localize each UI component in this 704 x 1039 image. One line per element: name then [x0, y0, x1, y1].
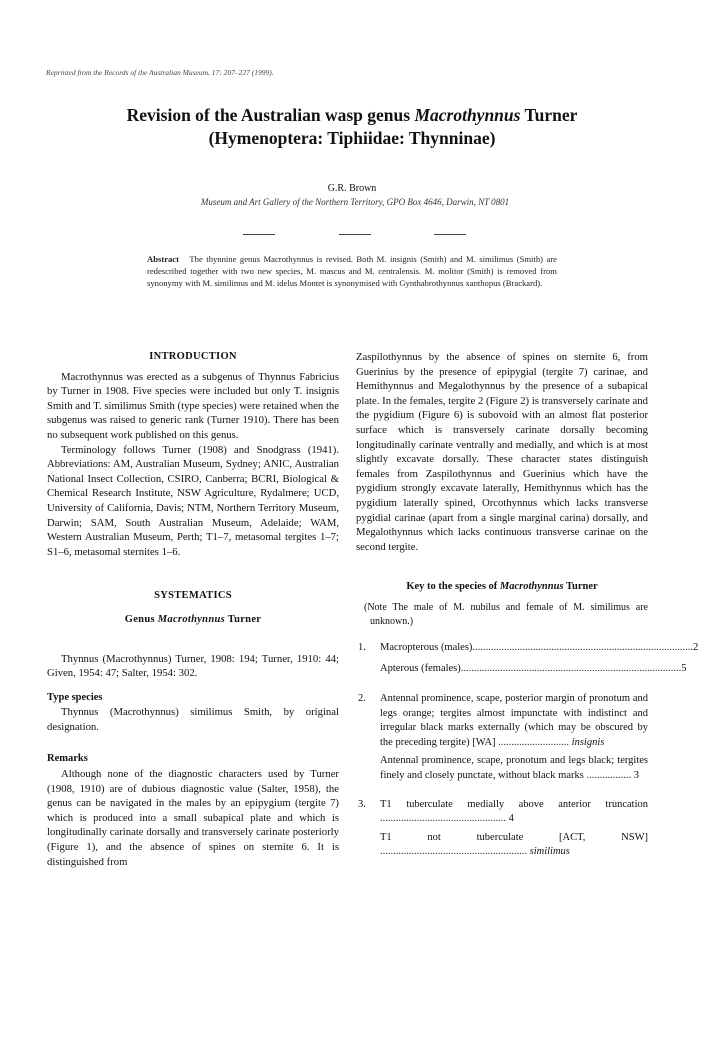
genus-heading-post: Turner	[225, 613, 262, 625]
author: G.R. Brown	[327, 183, 377, 194]
key-title-pre: Key to the species of	[406, 581, 500, 593]
key-destination: 4	[508, 813, 514, 825]
key-text: Macropterous (males)	[380, 641, 473, 653]
running-header: Reprinted from the Records of the Australian Museum, 17: 207–227 (1999).	[46, 68, 274, 77]
type-species-heading: Type species	[47, 691, 103, 703]
title-line2: (Hymenoptera: Tiphiidae: Thynninae)	[208, 128, 496, 148]
affiliation: Museum and Art Gallery of the Northern Territory, GPO Box 4646, Darwin, NT 0801	[200, 197, 510, 207]
separator-rule-right	[434, 234, 466, 235]
key-destination: insignis	[571, 736, 605, 748]
abstract	[147, 253, 557, 289]
key-title-genus: Macrothynnus	[499, 581, 564, 593]
genus-heading	[47, 613, 339, 628]
paper-title	[70, 104, 634, 150]
key-text: T1 tuberculate medially above anterior truncation	[380, 798, 648, 810]
continued-text: Zaspilothynnus by the absence of spines on sternite 6, from Guerinius by the presence of epipygial (tergite 7) carinae, and Hemithynnus and Megalothynnus by the presence of a subapical plate. In the females, tergite 2 (Figure 2) is transversely carinate and the pygidium (Figure 6) is subovoid with an almost flat posterior surface which is transversely carinate dorsally becoming longitudinally carinate ventrally and medially, and which is at most slightly excavate dorsally. These character states distinguish females from Zaspilothynnus and Guerinius which have the pygidium strongly excavate laterally, Hemithynnus which has the pygidium laterally spined, Orcothynnus which lacks transverse pygidial carinae (apart from a single marginal carina) dorsally, and Megalothynnus which lacks continuous transverse carinae on the second tergite.	[356, 351, 648, 553]
left-column	[47, 350, 339, 869]
systematics-heading: SYSTEMATICS	[154, 590, 232, 602]
key-couplet-1a: 1. Macropterous (males) .................................................................................... 2	[356, 641, 648, 656]
abstract-label: Abstract	[147, 254, 179, 264]
key-number: 2.	[358, 693, 366, 705]
key-destination: 5	[681, 662, 687, 674]
key-couplet-3b: T1 not tuberculate [ACT, NSW] ........................................................ similimus	[380, 831, 648, 858]
key-title-post: Turner	[563, 581, 598, 593]
key-couplet-3a: 3. T1 tuberculate medially above anterior truncation ................................................ 4	[358, 798, 648, 825]
remarks-heading: Remarks	[47, 753, 88, 765]
key-list	[356, 641, 699, 860]
intro-paragraph-2: Terminology follows Turner (1908) and Snodgrass (1941). Abbreviations: AM, Australian Museum, Sydney; ANIC, Australian National Insect Collection, CSIRO, Canberra; BCRI, Biological & Chemical Research Institute, NSW Agriculture, Rydalmere; UCD, University of California, Davis; NTM, Northern Territory Museum, Darwin; SAM, South Australian Museum, Adelaide; WAM, Western Australian Museum, Perth; T1–7, metasomal tergites 1–7; S1–6, metasomal sternites 1–6.	[47, 443, 339, 558]
key-title	[356, 580, 648, 595]
title-genus: Macrothynnus	[414, 105, 521, 125]
right-column	[356, 350, 699, 860]
key-destination: 2	[692, 641, 699, 653]
key-destination: 3	[633, 770, 639, 782]
key-number: 3.	[358, 798, 366, 810]
separator-rule-middle	[339, 234, 371, 235]
title-line1-post: Turner	[520, 105, 578, 125]
key-text: Antennal prominence, scape, posterior margin of pronotum and legs orange; tergites almost impunctate with indistinct and irregular black marks externally (which may be obscured by the preceding tergite) [WA]	[380, 693, 648, 748]
introduction-heading: INTRODUCTION	[149, 351, 237, 362]
genus-heading-pre: Genus	[124, 613, 158, 625]
abstract-text: The thynnine genus Macrothynnus is revised. Both M. insignis (Smith) and M. similimus (Smith) are redescribed together with two new species, M. mascus and M. centralensis. M. molitor (Smith) is removed from synonymy with M. similimus and M. idelus Montet is synonymised with Gynthabrothynnus xanthopus (Brackard).	[147, 254, 557, 288]
type-species-text: Thynnus (Macrothynnus) similimus Smith, by original designation.	[47, 706, 339, 733]
remarks-text: Although none of the diagnostic characters used by Turner (1908, 1910) are of dubious diagnostic value (Salter, 1958), the genus can be navigated in the males by an epipygium (tergite 7) which is produced into a small subapical plate and which is longitudinally carinate dorsally and transversely carinate posteriorly (Figure 1), and the absence of spines on sternite 6. It is distinguished from	[47, 768, 339, 868]
key-text: Antennal prominence, scape, pronotum and legs black; tergites finely and closely punctate, without black marks	[380, 755, 648, 782]
key-couplet-2a: 2. Antennal prominence, scape, posterior margin of pronotum and legs orange; tergites almost impunctate with indistinct and irregular black marks externally (which may be obscured by the preceding tergite) [WA] ........................... insignis	[358, 693, 648, 748]
intro-paragraph-1: Macrothynnus was erected as a subgenus of Thynnus Fabricius by Turner in 1908. Five species were included but only T. insignis Smith and T. similimus Smith (type species) were retained when the subgenus was raised to generic rank (Turner 1910). There has been no subsequent work published on this genus.	[47, 370, 339, 441]
key-text: Apterous (females)	[380, 662, 461, 674]
genus-heading-name: Macrothynnus	[157, 613, 225, 625]
key-text: T1 not tuberculate [ACT, NSW]	[380, 831, 648, 843]
title-line1-pre: Revision of the Australian wasp genus	[126, 105, 415, 125]
key-note: (Note The male of M. nubilus and female of M. similimus are unknown.)	[364, 601, 648, 627]
synonymy: Thynnus (Macrothynnus) Turner, 1908: 194; Turner, 1910: 44; Given, 1954: 47; Salter, 1954: 302.	[47, 652, 339, 680]
key-couplet-1b: Apterous (females) .................................................................................... 5	[356, 662, 648, 677]
key-number: 1.	[358, 641, 366, 653]
separator-rule-left	[243, 234, 275, 235]
key-couplet-2b: Antennal prominence, scape, pronotum and legs black; tergites finely and closely punctate, without black marks ................. 3	[380, 755, 648, 782]
key-destination: similimus	[529, 846, 570, 858]
